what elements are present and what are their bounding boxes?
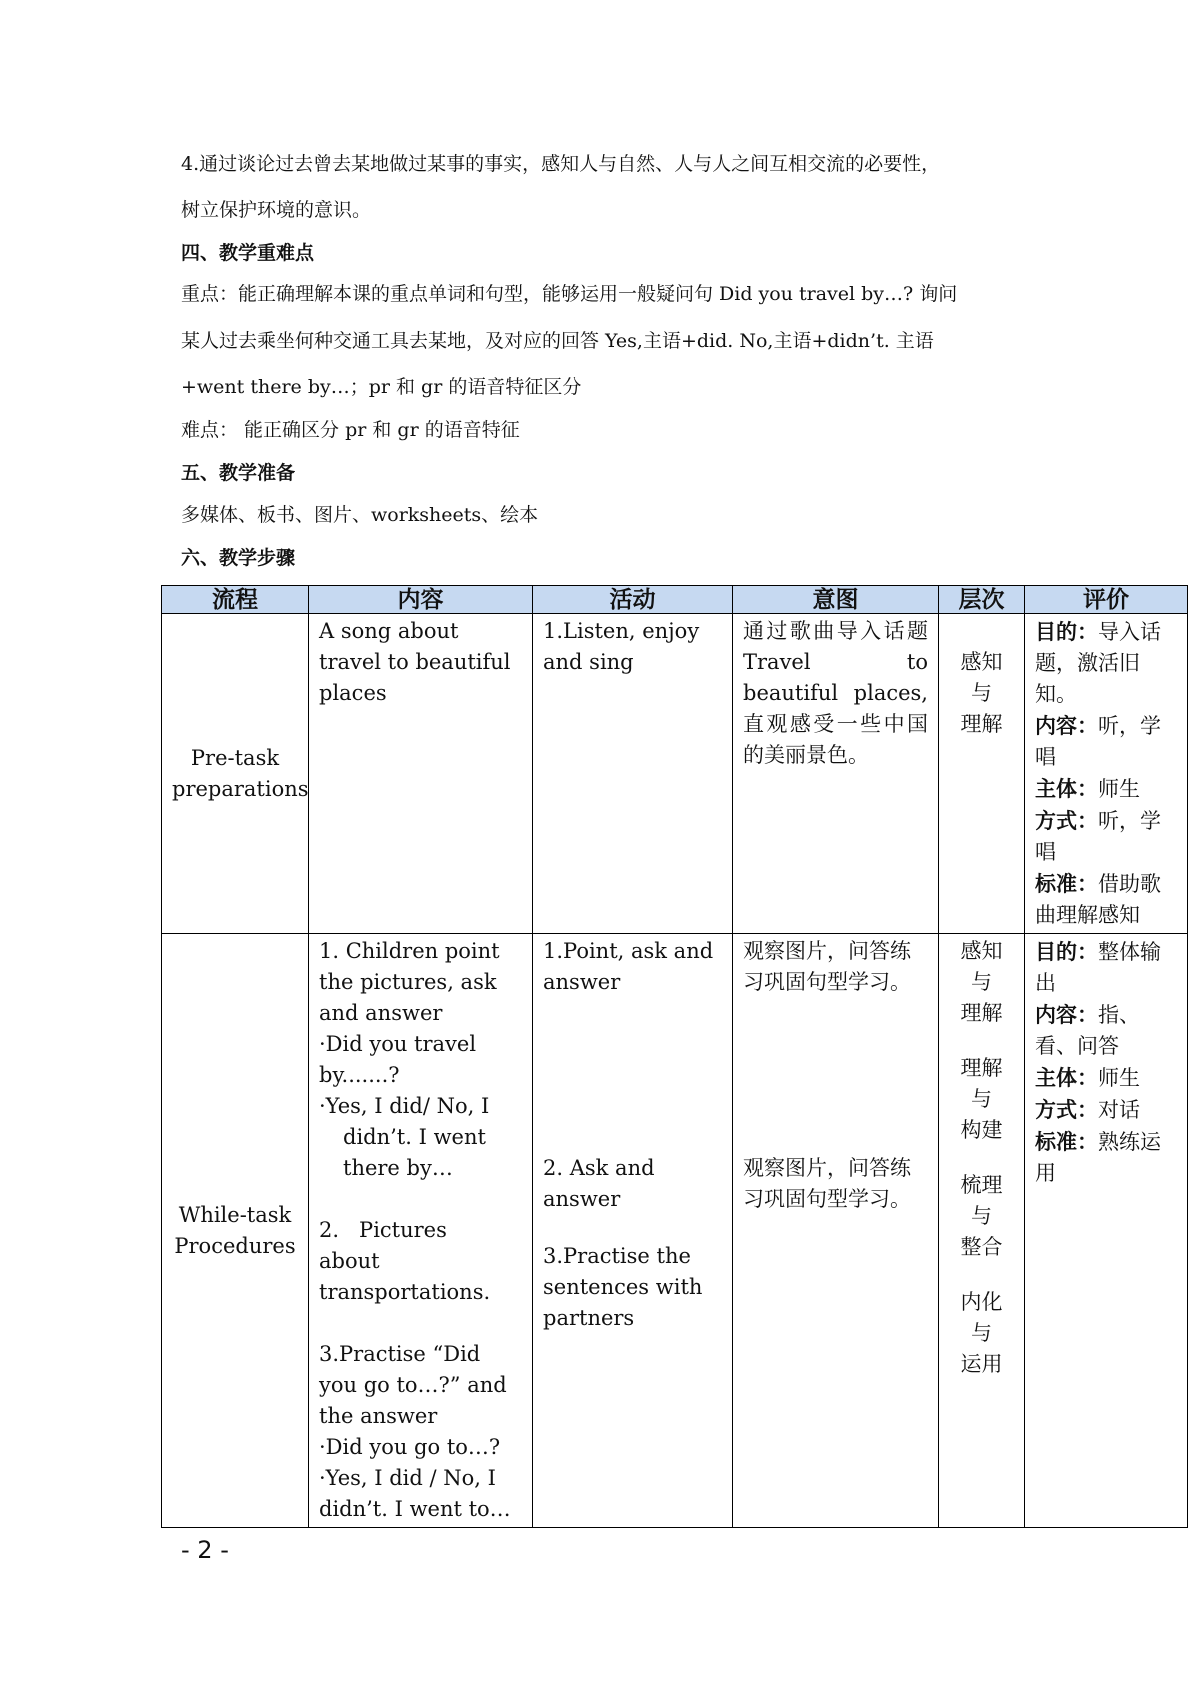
content-cell	[309, 614, 533, 934]
eval-label: 主体：	[1035, 776, 1098, 801]
eval-text: 熟练运用	[1035, 1130, 1161, 1185]
content-text: 2. Pictures about transportations.	[319, 1218, 491, 1304]
eval-label: 方式：	[1035, 1097, 1098, 1122]
level-text: 与	[971, 1204, 992, 1228]
eval-text: 听，学唱	[1035, 809, 1161, 864]
content-text: 1. Children point the pictures, ask and answer	[319, 939, 500, 1025]
activity-cell	[533, 934, 733, 1528]
level-text: 理解	[960, 1056, 1003, 1080]
activity-text: 1.Listen, enjoy and sing	[543, 619, 700, 674]
eval-label: 标准：	[1035, 871, 1098, 896]
table-row	[162, 934, 1188, 1528]
content-cell	[309, 934, 533, 1528]
content-text: ·Yes, I did / No, I didn’t. I went to…	[319, 1466, 511, 1521]
eval-text: 师生	[1098, 1066, 1140, 1090]
eval-label: 内容：	[1035, 713, 1098, 738]
header-activity: 活动	[533, 586, 733, 614]
stage-label: preparations	[172, 776, 309, 801]
level-text: 与	[971, 681, 992, 705]
stage-cell	[162, 614, 309, 934]
eval-label: 内容：	[1035, 1002, 1098, 1027]
eval-text: 整体输出	[1035, 940, 1161, 995]
key-point-line-2: 某人过去乘坐何种交通工具去某地，及对应的回答 Yes,主语+did. No,主语+didn’t. 主语	[181, 330, 934, 352]
section-heading-preparation: 五、教学准备	[181, 462, 296, 484]
preparation-materials: 多媒体、板书、图片、worksheets、绘本	[181, 504, 539, 526]
objective-4-line-1: 4.通过谈论过去曾去某地做过某事的事实，感知人与自然、人与人之间互相交流的必要性，	[181, 153, 941, 175]
level-text: 运用	[960, 1352, 1003, 1376]
level-text: 内化	[960, 1290, 1003, 1314]
eval-label: 目的：	[1035, 939, 1098, 964]
eval-text: 导入话题，激活旧知。	[1035, 620, 1161, 706]
activity-cell	[533, 614, 733, 934]
eval-text: 对话	[1098, 1098, 1140, 1122]
table-row	[162, 614, 1188, 934]
intent-cell	[733, 934, 939, 1528]
objective-4-line-2: 树立保护环境的意识。	[181, 199, 372, 221]
eval-label: 主体：	[1035, 1065, 1098, 1090]
activity-text: 1.Point, ask and answer	[543, 939, 714, 994]
header-process: 流程	[162, 586, 309, 614]
activity-text: 3.Practise the sentences with partners	[543, 1244, 703, 1330]
header-evaluation: 评价	[1025, 586, 1188, 614]
stage-label: Pre-task	[190, 745, 280, 770]
eval-text: 师生	[1098, 777, 1140, 801]
level-text: 理解	[960, 1001, 1003, 1025]
content-text: ·Did you travel by.......?	[319, 1032, 477, 1087]
content-text: didn’t. I went there by…	[343, 1125, 486, 1180]
level-text: 梳理	[960, 1173, 1003, 1197]
level-text: 感知	[960, 650, 1003, 674]
level-text: 理解	[960, 712, 1003, 736]
table-header-row	[162, 586, 1188, 614]
content-text: ·Did you go to…?	[319, 1435, 501, 1459]
intent-text: 观察图片，问答练习巩固句型学习。	[743, 939, 911, 994]
level-text: 与	[971, 970, 992, 994]
eval-text: 指、看、问答	[1035, 1003, 1140, 1058]
eval-text: 听，学唱	[1035, 714, 1161, 769]
stage-cell	[162, 934, 309, 1528]
content-text: 3.Practise “Did you go to…?” and the answer	[319, 1342, 507, 1428]
evaluation-cell	[1025, 934, 1188, 1528]
level-text: 与	[971, 1321, 992, 1345]
intent-text: 通过歌曲导入话题 Travel to beautiful places, 直观感受一些中国的美丽景色。	[743, 619, 928, 767]
difficult-point: 难点： 能正确区分 pr 和 gr 的语音特征	[181, 419, 520, 441]
stage-label: While-task	[178, 1202, 292, 1227]
level-text: 构建	[960, 1118, 1003, 1142]
activity-text: 2. Ask and answer	[543, 1156, 655, 1211]
eval-text: 借助歌曲理解感知	[1035, 872, 1161, 927]
header-content: 内容	[309, 586, 533, 614]
eval-label: 标准：	[1035, 1129, 1098, 1154]
level-cell	[939, 934, 1025, 1528]
section-heading-key-points: 四、教学重难点	[181, 242, 315, 264]
teaching-steps-table	[161, 585, 1188, 1528]
section-heading-steps: 六、教学步骤	[181, 547, 296, 569]
header-intent: 意图	[733, 586, 939, 614]
eval-label: 方式：	[1035, 808, 1098, 833]
level-text: 感知	[960, 939, 1003, 963]
content-text: ·Yes, I did/ No, I	[319, 1094, 490, 1118]
content-text: A song about travel to beautiful places	[319, 619, 511, 705]
key-point-line-3: +went there by…；pr 和 gr 的语音特征区分	[181, 376, 582, 398]
stage-label: Procedures	[174, 1233, 296, 1258]
intent-text: 观察图片，问答练习巩固句型学习。	[743, 1156, 911, 1211]
eval-label: 目的：	[1035, 619, 1098, 644]
page-number: - 2 -	[181, 1536, 229, 1564]
intent-cell	[733, 614, 939, 934]
key-point-line-1: 重点：能正确理解本课的重点单词和句型，能够运用一般疑问句 Did you travel by…? 询问	[181, 283, 958, 305]
level-text: 整合	[960, 1235, 1003, 1259]
level-cell	[939, 614, 1025, 934]
evaluation-cell	[1025, 614, 1188, 934]
header-level: 层次	[939, 586, 1025, 614]
level-text: 与	[971, 1087, 992, 1111]
